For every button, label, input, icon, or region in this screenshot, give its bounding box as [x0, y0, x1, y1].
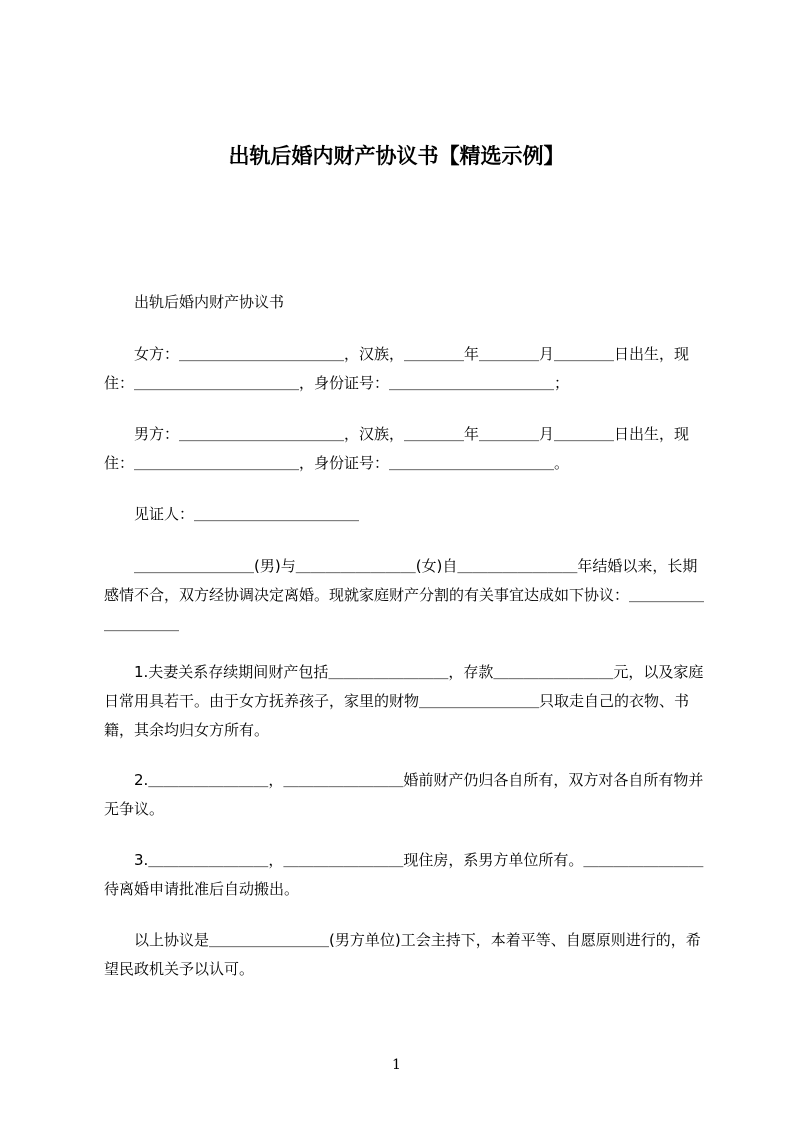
- paragraph-clause-1: 1.夫妻关系存续期间财产包括＿＿＿＿＿＿＿＿，存款＿＿＿＿＿＿＿＿元，以及家庭日常用具若干。由于女方抚养孩子，家里的财物＿＿＿＿＿＿＿＿只取走自己的衣物、书籍，其余均归女方所有。: [104, 663, 704, 739]
- subtitle-text: 出轨后婚内财产协议书: [134, 293, 285, 311]
- paragraph-clause-2: 2.＿＿＿＿＿＿＿＿，＿＿＿＿＿＿＿＿婚前财产仍归各自所有，双方对各自所有物并无争议。: [104, 771, 704, 818]
- paragraph-female-party: 女方：＿＿＿＿＿＿＿＿＿＿＿，汉族，＿＿＿＿年＿＿＿＿月＿＿＿＿日出生，现住：＿＿＿＿＿＿＿＿＿＿＿，身份证号：＿＿＿＿＿＿＿＿＿＿＿；: [104, 345, 690, 392]
- page-number: 1: [392, 1057, 401, 1073]
- paragraph-intro: ＿＿＿＿＿＿＿＿(男)与＿＿＿＿＿＿＿＿(女)自＿＿＿＿＿＿＿＿年结婚以来，长期感情不合，双方经协调决定离婚。现就家庭财产分割的有关事宜达成如下协议：＿＿＿＿＿＿＿＿＿＿: [104, 557, 705, 633]
- paragraph-conclusion: 以上协议是＿＿＿＿＿＿＿＿(男方单位)工会主持下，本着平等、自愿原则进行的，希望民政机关予以认可。: [104, 931, 701, 978]
- paragraph-witness: 见证人：＿＿＿＿＿＿＿＿＿＿＿: [104, 505, 360, 523]
- subtitle: [104, 288, 704, 317]
- paragraph-clause-3: 3.＿＿＿＿＿＿＿＿，＿＿＿＿＿＿＿＿现住房，系男方单位所有。＿＿＿＿＿＿＿＿待离婚申请批准后自动搬出。: [104, 851, 704, 898]
- document-title: 出轨后婚内财产协议书【精选示例】: [228, 144, 565, 168]
- paragraph-male-party: 男方：＿＿＿＿＿＿＿＿＿＿＿，汉族，＿＿＿＿年＿＿＿＿月＿＿＿＿日出生，现住：＿＿＿＿＿＿＿＿＿＿＿，身份证号：＿＿＿＿＿＿＿＿＿＿＿。: [104, 425, 690, 472]
